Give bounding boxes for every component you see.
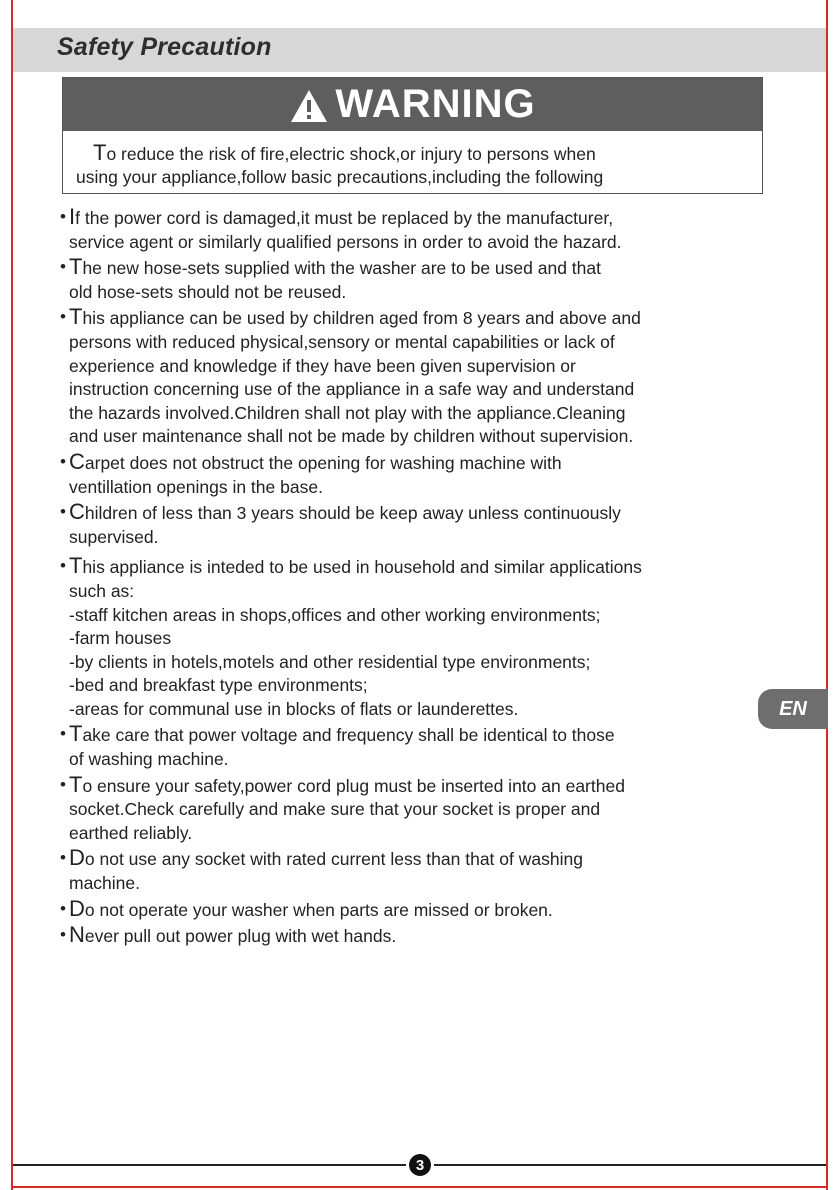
list-item-initial: T <box>69 304 83 330</box>
list-item-text: his appliance can be used by children aged from 8 years and above and <box>82 308 641 329</box>
list-item-line: supervised. <box>69 526 159 547</box>
list-item-line <box>69 500 740 526</box>
list-item-initial: T <box>69 771 83 797</box>
list-item-line: service agent or similarly qualified persons in order to avoid the hazard. <box>69 231 622 252</box>
precaution-list <box>60 205 740 950</box>
list-item-line <box>69 773 740 799</box>
list-item-initial: D <box>69 845 85 871</box>
list-item-line: such as: <box>69 580 135 601</box>
list-item-line: and user maintenance shall not be made by children without supervision. <box>69 426 634 447</box>
list-item-text: hildren of less than 3 years should be keep away unless continuously <box>84 503 621 524</box>
list-item-text: ake care that power voltage and frequency shall be identical to those <box>82 725 615 746</box>
list-item-line <box>69 255 740 281</box>
warning-intro-line-2: using your appliance,follow basic precautions,including the following <box>76 167 604 187</box>
list-item-line: earthed reliably. <box>69 822 193 843</box>
list-item <box>60 554 740 721</box>
list-item-line: ventillation openings in the base. <box>69 476 323 497</box>
list-item-line: -by clients in hotels,motels and other residential type environments; <box>69 651 591 672</box>
bullet-dot: • <box>60 451 66 471</box>
list-item-text: ever pull out power plug with wet hands. <box>84 926 397 947</box>
list-item-line: persons with reduced physical,sensory or mental capabilities or lack of <box>69 331 615 352</box>
list-item <box>60 450 740 499</box>
list-item-initial: T <box>69 254 83 280</box>
warning-intro-line-1: o reduce the risk of fire,electric shock,or injury to persons when <box>106 144 596 164</box>
list-item-line <box>69 846 740 872</box>
list-item <box>60 923 740 949</box>
list-item <box>60 305 740 449</box>
warning-banner <box>63 78 762 131</box>
list-item-text: arpet does not obstruct the opening for washing machine with <box>84 452 562 473</box>
bullet-dot: • <box>60 898 66 918</box>
list-item-line: of washing machine. <box>69 749 229 770</box>
list-item <box>60 722 740 771</box>
bullet-dot: • <box>60 774 66 794</box>
list-item-line <box>69 554 740 580</box>
list-item-line: machine. <box>69 873 141 894</box>
warning-intro <box>63 131 762 189</box>
footer-rule-right <box>434 1164 826 1166</box>
footer-rule-left <box>13 1164 406 1166</box>
list-item <box>60 500 740 549</box>
list-item-line: -staff kitchen areas in shops,offices and other working environments; <box>69 604 601 625</box>
list-item <box>60 846 740 895</box>
list-item <box>60 897 740 923</box>
warning-intro-initial: T <box>93 140 107 165</box>
list-item-line: -areas for communal use in blocks of flats or launderettes. <box>69 698 519 719</box>
warning-box <box>62 77 763 194</box>
language-tab-label: EN <box>779 697 807 720</box>
bullet-dot: • <box>60 724 66 744</box>
warning-triangle-icon <box>289 88 329 124</box>
section-header <box>13 28 826 72</box>
list-item-line <box>69 305 740 331</box>
bullet-dot: • <box>60 502 66 522</box>
bullet-dot: • <box>60 307 66 327</box>
list-item-initial: N <box>69 922 85 948</box>
list-item-line: old hose-sets should not be reused. <box>69 281 347 302</box>
list-item-initial: C <box>69 448 85 474</box>
list-item-initial: C <box>69 499 85 525</box>
list-item-line <box>69 205 740 231</box>
list-item-line: experience and knowledge if they have been given supervision or <box>69 355 576 376</box>
page-border-left <box>11 0 13 1190</box>
list-item-line <box>69 923 740 949</box>
list-item-line: -bed and breakfast type environments; <box>69 675 368 696</box>
list-item <box>60 205 740 254</box>
page-number-label: 3 <box>415 1156 425 1174</box>
bullet-dot: • <box>60 848 66 868</box>
list-item-initial: T <box>69 553 83 579</box>
page-border-bottom <box>11 1186 828 1188</box>
list-item-text: o not use any socket with rated current less than that of washing <box>84 849 583 870</box>
list-item <box>60 255 740 304</box>
warning-title: WARNING <box>335 82 536 126</box>
list-item-line <box>69 722 740 748</box>
list-item-text: he new hose-sets supplied with the washer are to be used and that <box>82 258 601 279</box>
list-item-text: f the power cord is damaged,it must be replaced by the manufacturer, <box>75 208 614 228</box>
page-number <box>409 1154 431 1176</box>
bullet-dot: • <box>60 556 66 576</box>
list-item-line: socket.Check carefully and make sure that your socket is proper and <box>69 799 601 820</box>
bullet-dot: • <box>60 207 66 226</box>
list-item-initial: T <box>69 721 83 747</box>
list-item-line: instruction concerning use of the appliance in a safe way and understand <box>69 379 635 400</box>
list-item-text: o not operate your washer when parts are missed or broken. <box>84 899 553 920</box>
list-item-initial: D <box>69 895 85 921</box>
list-item-line: the hazards involved.Children shall not play with the appliance.Cleaning <box>69 402 626 423</box>
list-item-initial: I <box>69 204 76 229</box>
list-item-line <box>69 450 740 476</box>
list-item-line <box>69 897 740 923</box>
list-item-text: o ensure your safety,power cord plug must be inserted into an earthed <box>82 775 625 796</box>
language-tab <box>758 689 828 729</box>
bullet-dot: • <box>60 925 66 945</box>
list-item <box>60 773 740 846</box>
list-item-text: his appliance is inteded to be used in household and similar applications <box>82 557 642 578</box>
list-item-line: -farm houses <box>69 628 172 649</box>
bullet-dot: • <box>60 257 66 277</box>
page-title: Safety Precaution <box>57 33 272 61</box>
page-border-right <box>826 0 828 1190</box>
